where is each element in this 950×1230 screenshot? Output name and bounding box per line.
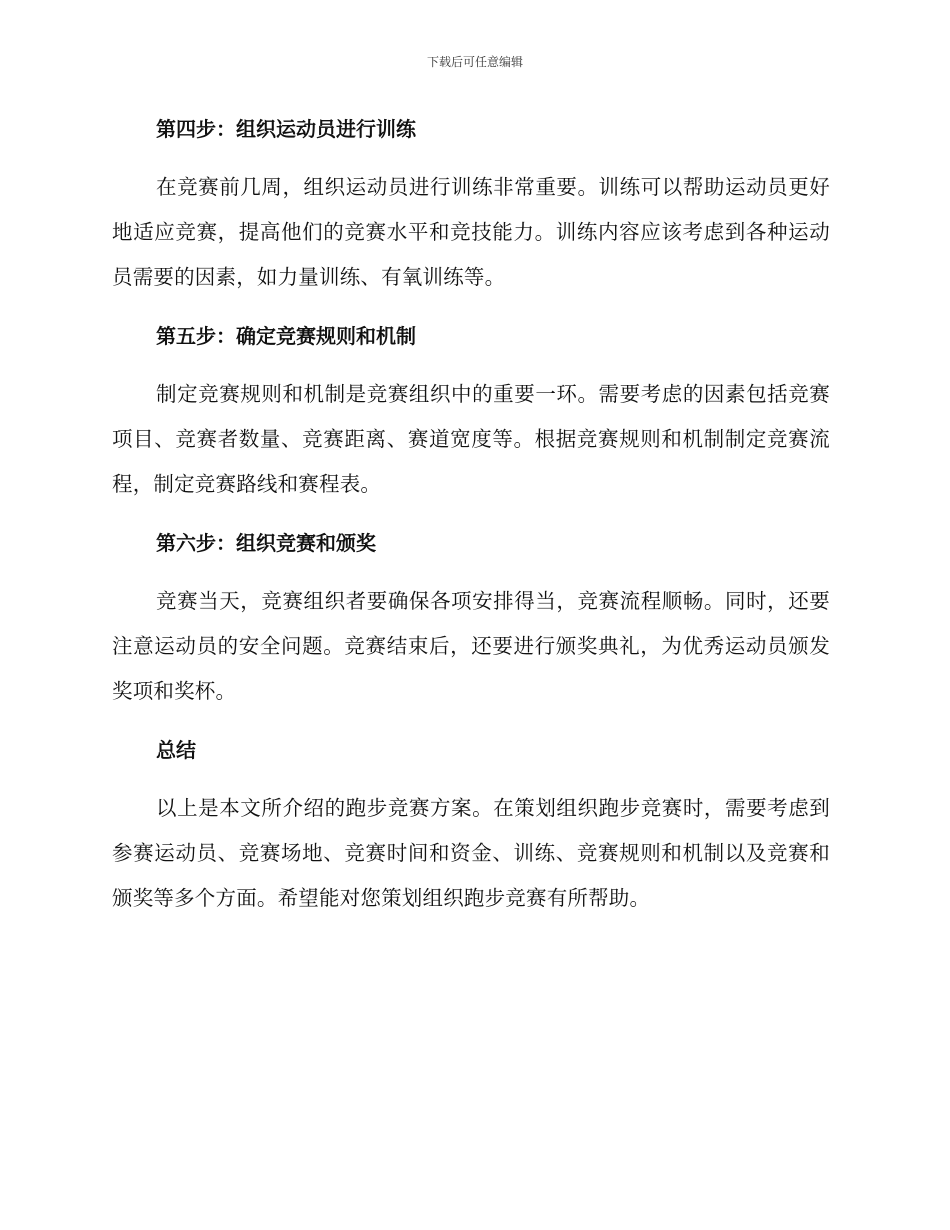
section-paragraph-step-four: 在竞赛前几周，组织运动员进行训练非常重要。训练可以帮助运动员更好地适应竞赛，提高他们的竞赛水平和竞技能力。训练内容应该考虑到各种运动员需要的因素，如力量训练、有氧训练等。 xyxy=(112,175,830,289)
section-paragraph-summary: 以上是本文所介绍的跑步竞赛方案。在策划组织跑步竞赛时，需要考虑到参赛运动员、竞赛场地、竞赛时间和资金、训练、竞赛规则和机制以及竞赛和颁奖等多个方面。希望能对您策划组织跑步竞赛有所帮助。 xyxy=(112,796,830,910)
section-paragraph-step-five: 制定竞赛规则和机制是竞赛组织中的重要一环。需要考虑的因素包括竞赛项目、竞赛者数量、竞赛距离、赛道宽度等。根据竞赛规则和机制制定竞赛流程，制定竞赛路线和赛程表。 xyxy=(112,382,830,496)
page-header-note: 下载后可任意编辑 xyxy=(426,55,523,69)
section-paragraph-step-six: 竞赛当天，竞赛组织者要确保各项安排得当，竞赛流程顺畅。同时，还要注意运动员的安全问题。竞赛结束后，还要进行颁奖典礼，为优秀运动员颁发奖项和奖杯。 xyxy=(112,589,830,703)
section-heading-summary: 总结 xyxy=(156,738,196,762)
section-heading-step-six: 第六步：组织竞赛和颁奖 xyxy=(156,531,376,555)
section-heading-step-five: 第五步：确定竞赛规则和机制 xyxy=(156,324,416,348)
document-body xyxy=(112,107,830,935)
section-heading-step-four: 第四步：组织运动员进行训练 xyxy=(156,117,416,141)
